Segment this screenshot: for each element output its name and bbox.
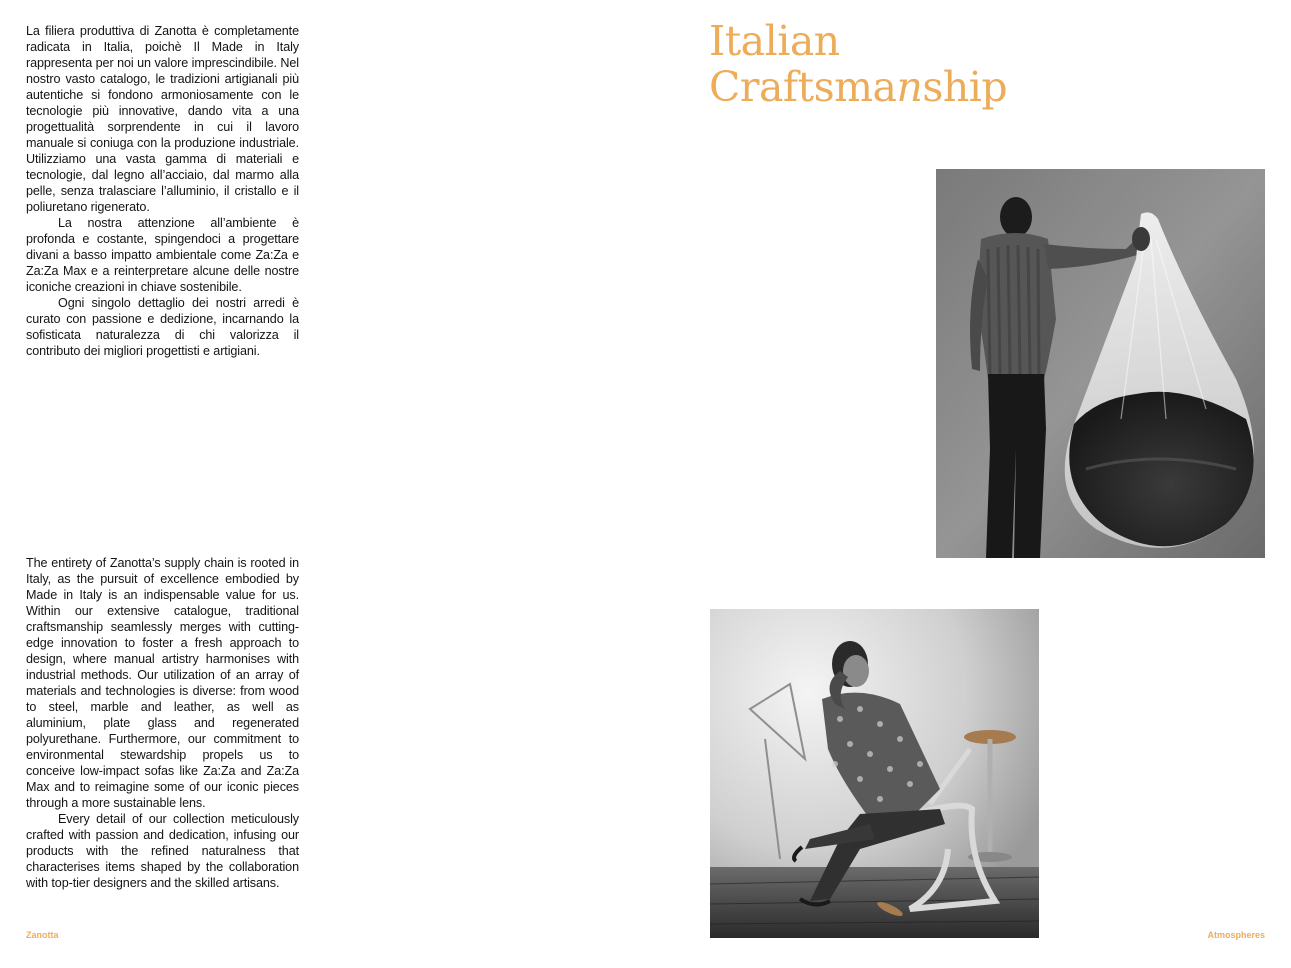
english-paragraph: The entirety of Zanotta’s supply chain is rooted in Italy, as the pursuit of excellence embodied by Made in Italy is an indispensable value for us. Within our extensive catalogue, traditional craftsmanship seamlessly merges with cutting-edge innovation to foster a fresh approach to design, where manual artistry harmonises with industrial methods. Our utilization of an array of materials and technologies is diverse: from wood to steel, marble and leather, as well as aluminium, plate glass and regenerated polyurethane. Furthermore, our commitment to environmental stewardship propels us to conceive low-impact sofas like Za:Za and Za:Za Max and to reimagine some of our iconic pieces through a more sustainable lens. <box>26 556 299 810</box>
photo-woman-seated-on-chair <box>710 609 1039 938</box>
footer-brand-label: Zanotta <box>26 930 59 940</box>
title-line-2-start: Craftsma <box>709 63 897 111</box>
italian-paragraph: La filiera produttiva di Zanotta è completamente radicata in Italia, poichè Il Made in Italy rappresenta per noi un valore imprescindibile. Nel nostro vasto catalogo, le tradizioni artigianali più autentiche si fondono armoniosamente con le tecnologie più innovative, dando vita a una progettualità sorprendente in cui il lavoro manuale si coniuga con la produzione industriale. Utilizziamo una vasta gamma di materiali e tecnologie, dal legno all’acciaio, dal marmo alla pelle, senza tralasciare l’alluminio, il cristallo e il poliuretano rigenerato. <box>26 24 299 214</box>
english-body-text <box>26 555 299 891</box>
italian-paragraph: Ogni singolo dettaglio dei nostri arredi è curato con passione e dedizione, incarnando la sofisticata naturalezza di chi valorizza il contributo dei migliori progettisti e artigiani. <box>26 296 299 358</box>
italian-body-text <box>26 23 299 359</box>
english-paragraph: Every detail of our collection meticulously crafted with passion and dedication, infusing our products with the refined naturalness that characterises items shaped by the collaboration with top-tier designers and the skilled artisans. <box>26 812 299 890</box>
chair-photo-illustration <box>710 609 1039 938</box>
sacco-photo-illustration <box>936 169 1265 558</box>
italian-paragraph: La nostra attenzione all’ambiente è profonda e costante, spingendoci a progettare divani a basso impatto ambientale come Za:Za e Za:Za Max e a reinterpretare alcune delle nostre iconiche creazioni in chiave sostenibile. <box>26 216 299 294</box>
photo-man-with-sacco-bag <box>936 169 1265 558</box>
spread-gutter <box>645 0 646 968</box>
title-line-2 <box>709 64 1007 110</box>
title-line-1: Italian <box>709 17 840 65</box>
page-title <box>709 18 1007 110</box>
title-line-2-end: ship <box>922 63 1008 111</box>
title-italic-letter: n <box>896 63 923 111</box>
footer-section-label: Atmospheres <box>1207 930 1265 940</box>
